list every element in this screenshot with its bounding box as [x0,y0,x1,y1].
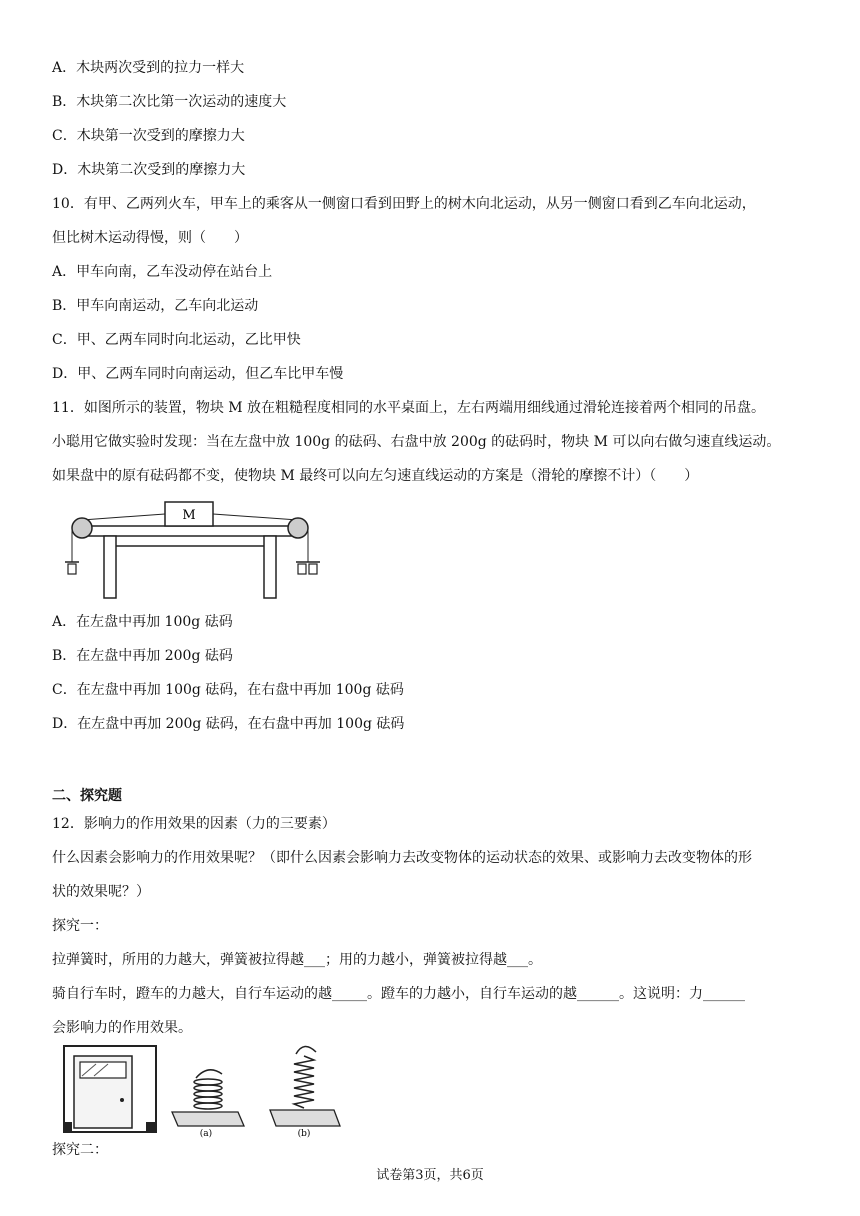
q12-intro-line2: 状的效果呢？） [52,884,150,900]
section-heading: 二、探究题 [52,788,122,804]
explore-two-label: 探究二： [52,1142,108,1158]
q11-stem-line3: 如果盘中的原有砝码都不变，使物块 M 最终可以向左匀速直线运动的方案是（滑轮的摩擦不计）（ ） [52,468,699,484]
door-knob [120,1098,124,1102]
string-left [82,514,165,520]
door-base-right [146,1122,156,1132]
q9-option-a: A．木块两次受到的拉力一样大 [52,60,245,76]
spring-compressed-figure [168,1054,250,1138]
pulley-table-figure [60,498,320,608]
fig-a-label: (a) [199,1129,213,1138]
q11-stem-line2: 小聪用它做实验时发现：当在左盘中放 100g 的砝码、右盘中放 200g 的砝码时，物块 M 可以向右做匀速直线运动。 [52,434,781,450]
compressed-spring [194,1079,222,1109]
block-m-label: M [182,508,196,523]
fig-b-label: (b) [297,1129,311,1138]
spring-blank-line: 拉弹簧时，所用的力越大，弹簧被拉得越___；用的力越小，弹簧被拉得越___。 [52,952,542,968]
q11-option-b: B．在左盘中再加 200g 砝码 [52,648,233,664]
hand-pull [296,1046,316,1054]
explore-one-label: 探究一： [52,918,108,934]
door-window [80,1062,126,1078]
q10-stem-line2: 但比树木运动得慢，则（ ） [52,230,248,246]
q10-option-b: B．甲车向南运动，乙车向北运动 [52,298,259,314]
door-base-left [64,1122,72,1132]
q9-option-c: C．木块第一次受到的摩擦力大 [52,128,245,144]
q11-option-a: A．在左盘中再加 100g 砝码 [52,614,233,630]
q10-stem-line1: 10．有甲、乙两列火车，甲车上的乘客从一侧窗口看到田野上的树木向北运动，从另一侧窗口看到乙车向北运动， [52,196,756,212]
base-plate-a [172,1112,244,1126]
q9-option-b: B．木块第二次比第一次运动的速度大 [52,94,287,110]
page-footer: 试卷第3页，共6页 [376,1168,484,1183]
q12-title: 12．影响力的作用效果的因素（力的三要素） [52,816,336,832]
bike-blank-line2: 会影响力的作用效果。 [52,1020,192,1036]
weight-right-2 [309,564,317,574]
string-right [213,514,298,520]
table-top [80,526,300,536]
door-figure [60,1044,160,1136]
weight-left [68,564,76,574]
stretched-spring [294,1056,314,1108]
q11-option-c: C．在左盘中再加 100g 砝码，在右盘中再加 100g 砝码 [52,682,404,698]
weight-right-1 [298,564,306,574]
table-leg-right [264,536,276,598]
q10-option-c: C．甲、乙两车同时向北运动，乙比甲快 [52,332,301,348]
base-plate-b [270,1110,340,1126]
pulley-left [72,518,92,538]
table-leg-left [104,536,116,598]
q12-intro-line1: 什么因素会影响力的作用效果呢？（即什么因素会影响力去改变物体的运动状态的效果、或影响力去改变物体的形 [52,850,752,866]
q11-option-d: D．在左盘中再加 200g 砝码，在右盘中再加 100g 砝码 [52,716,405,732]
bike-blank-line: 骑自行车时，蹬车的力越大，自行车运动的越_____。蹬车的力越小，自行车运动的越______。这说明：力______ [52,986,745,1002]
q9-option-d: D．木块第二次受到的摩擦力大 [52,162,246,178]
q10-option-d: D．甲、乙两车同时向南运动，但乙车比甲车慢 [52,366,344,382]
spring-stretched-figure [264,1040,346,1138]
hand-press [196,1070,222,1078]
pulley-right [288,518,308,538]
q11-stem-line1: 11．如图所示的装置，物块 M 放在粗糙程度相同的水平桌面上，左右两端用细线通过滑轮连接着两个相同的吊盘。 [52,400,766,416]
q10-option-a: A．甲车向南，乙车没动停在站台上 [52,264,273,280]
